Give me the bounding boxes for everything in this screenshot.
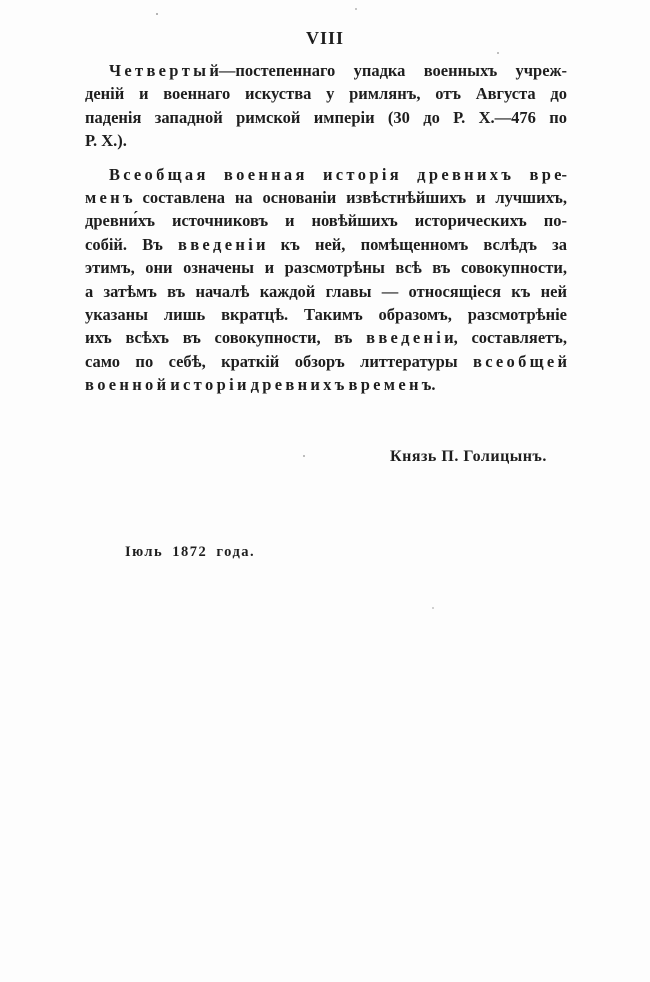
- text-line: Ч е т в е р т ы й—постепеннаго упадка военныхъ учреж-: [109, 61, 567, 80]
- text-line: древни́хъ источниковъ и новѣйшихъ историческихъ по-: [85, 211, 567, 231]
- scan-speck: [432, 607, 434, 609]
- paragraph: [85, 59, 567, 153]
- text-line: в о е н н о й и с т о р і и д р е в н и х ъ в р е м е н ъ.: [85, 375, 436, 395]
- scan-speck: [497, 52, 499, 54]
- text-line: этимъ, они означены и разсмотрѣны всѣ въ совокупности,: [85, 258, 567, 278]
- scan-speck: [303, 455, 305, 457]
- text-line: ихъ всѣхъ въ совокупности, въ в в е д е н і и, составляетъ,: [85, 328, 567, 348]
- text-line: паденія западной римской имперіи (30 до Р. Х.—476 по: [85, 107, 567, 127]
- text-line: м е н ъ составлена на основаніи извѣстнѣйшихъ и лучшихъ,: [85, 187, 567, 207]
- author-signature: Князь П. Голицынъ.: [390, 448, 547, 465]
- scan-speck: [156, 13, 158, 15]
- text-line: собій. Въ в в е д е н і и къ ней, помѣщенномъ вслѣдъ за: [85, 234, 567, 254]
- text-line: В с е о б щ а я в о е н н а я и с т о р і я д р е в н и х ъ в р е-: [109, 164, 567, 184]
- text-line: указаны лишь вкратцѣ. Такимъ образомъ, разсмотрѣніе: [85, 304, 567, 324]
- text-line: Р. Х.).: [85, 131, 127, 151]
- text-line: деній и военнаго искуства у римлянъ, отъ Августа до: [85, 84, 567, 104]
- scan-speck: [355, 8, 357, 10]
- paragraph: [85, 163, 567, 397]
- date-line: Іюль 1872 года.: [125, 544, 256, 560]
- page-number: VIII: [305, 28, 344, 48]
- text-line: само по себѣ, краткій обзоръ литтературы в с е о б щ е й: [85, 351, 567, 371]
- text-line: а затѣмъ въ началѣ каждой главы — относящіеся къ ней: [85, 281, 567, 301]
- text-block: [85, 59, 567, 396]
